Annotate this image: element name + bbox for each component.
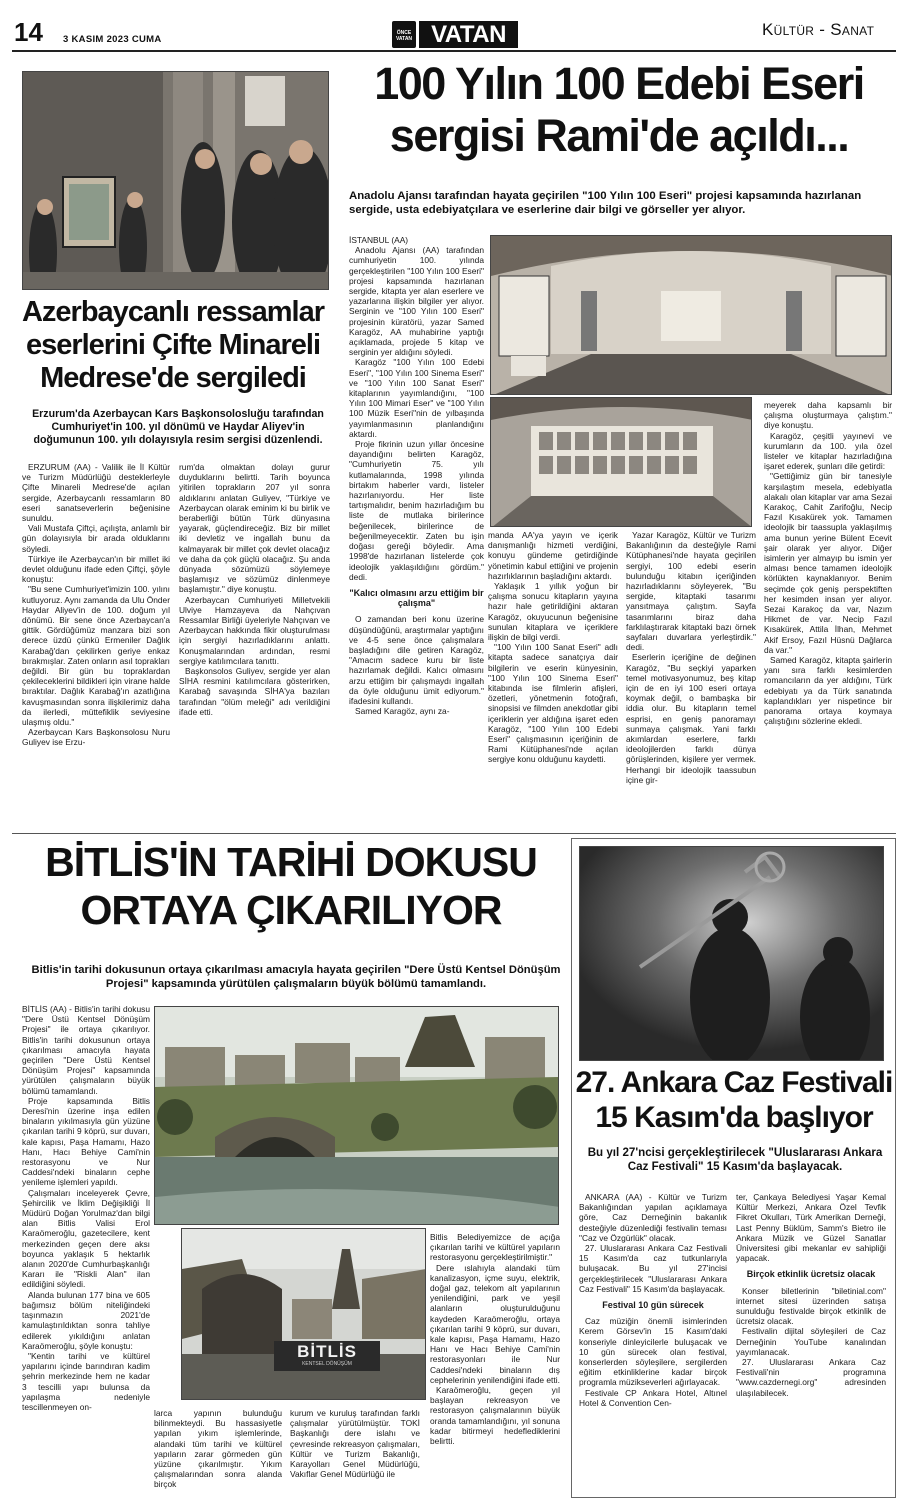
caz-title [575,1065,893,1135]
exhibition-opening-illustration [23,72,329,290]
paragraph: Alanda bulunan 177 bina ve 605 bağımsız bölüm niteliğindeki taşınmazın 2021'de kamulaştırıldıktan sonra tahliye edilerek yıkıldığını anlatan Karaömeroğlu, şöyle konuştu: [22,1289,150,1351]
header-rule [12,50,896,52]
rami-library-hall-photo [490,235,892,395]
paragraph: "Bu sene Cumhuriyet'imizin 100. yılını kutluyoruz. Aynı zamanda da Ulu Önder Haydar Aliyev'in de 100. doğum yıl dönümü. Bir sene önce Azerbaycan'a gittik. Gördüğümüz manzara bizi son derece üzdü çünkü Ermeniler Dağlık Karabağ'dan çekilirken geriye enkaz bırakmışlar. Zaten onların asıl toprakları değildi. Bir gün bu topraklardan çekileceklerini bildikleri için virane halde bıraktılar. Dağlık Karabağ'ın azatlığına kavuşmasından sonra ilişkilerimiz daha da ilerledi, müttefiklik seviyesine ulaşmış oldu." [22,584,170,728]
azerbaycan-title-line2: eserlerini Çifte Minareli [25,329,321,361]
paragraph: Samed Karagöz, kitapta şairlerin yanı sıra farklı kesimlerden romancıların da yer aldığını, Türk edebiyatı ya da Türk sanatında kaplandıkları yer nispetince bir panorama ortaya koymaya çalıştığını sözlerine ekledi. [764,655,892,727]
paragraph: "Gettiğimiz gün bir tanesiyle karşılaştım mesela, edebiyatla alakalı olan kitaplar var ama Sezai Karakoç, Cahit Zarifoğlu, Necip Fazıl Kısakürek yok. Tamamen ideolojik bir taassupla yaklaşılmış ama bunun yerine Bülent Ecevit şair olarak yer alıyor. Diğer isimlerin yer almayıp bu ismin yer alması bence tamamen ideolojik körlükten kaynaklanıyor. Benim seçimde çok geniş perspektiften her kesimden insan yer alıyor. Sezai Karakoç da var, Nazım Hikmet de var. Necip Fazıl Kısakürek, Attila İlhan, Mehmet Akif Ersoy, Fazıl Hüsnü Dağlarca da var." [764,471,892,655]
paragraph: Caz müziğin önemli isimlerinden Kerem Görsev'in 15 Kasım'daki konseriyle dinleyicilerle buluşacak ve 10 gün sürecek olan festival, konserlerden söyleşilere, sergilerden eğitim etkinliklerine kadar birçok programla müzikseverleri ağırlayacak. [579,1316,727,1388]
paragraph: Festivale CP Ankara Hotel, Altınel Hotel & Convention Cen- [579,1387,727,1408]
paragraph: O zamandan beri konu üzerine düşündüğünü, araştırmalar yaptığını ve 4-5 sene önce çalışmalara başladığını dile getiren Karagöz, "Amacım sadece kuru bir liste hazırlamak değildi. Kalıcı olmasını arzu ettiğim bir çalışmaydı ingallah da öyle olduğunu ümit ediyorum." ifadesini kullandı. [349,614,484,706]
exhibition-wall-illustration [491,398,752,527]
paragraph: Anadolu Ajansı (AA) tarafından cumhuriyetin 100. yılında gerçekleştirilen "100 Yılın 100 Eseri" projesi kapsamında hazırlanan sergide, kitapta yer alan eserlere ve yazarlarına ilişkin bilgiler yer alıyor. Serginin ve "100 Yılın 100 Eseri" projesinin küratörü, yazar Samed Karagöz, AA muhabirine yaptığı açıklamada, projede 5 kitap ve serginin yer aldığını söyledi. [349,245,484,358]
paragraph: Karaömeroğlu, geçen yıl başlayan rekreasyon ve restorasyon çalışmalarının büyük oranda tamamlandığını, yıl sonuna kadar bitirmeyi hedeflediklerini belirtti. [430,1385,560,1447]
exhibition-opening-photo [22,71,329,290]
paragraph: BİTLİS (AA) - Bitlis'in tarihi dokusu "Dere Üstü Kentsel Dönüşüm Projesi" ile ortaya çıkarılıyor. Bitlis'in tarihi dokusunun ortaya çıkarılması amacıyla hayata geçirilen "Dere Üstü Kentsel Dönüşüm Projesi" kapsamında yürütülen çalışmaların büyük bölümü tamamlandı. [22,1004,150,1096]
subheading: Birçok etkinlik ücretsiz olacak [746,1269,876,1280]
paragraph: Konser biletlerinin "biletinial.com" internet sitesi üzerinden satışa sunulduğu festivalde birçok etkinlik de ücretsiz olacak. [736,1285,886,1327]
bitlis-column-1 [22,1004,150,1500]
paragraph: "Kentin tarihi ve kültürel yapılarını içinde barındıran kadim şehrin merkezinde hem ne kadar 3 tescilli yapı bulunsa da yapılaşma nedeniyle tescillenmeyen on- [22,1350,150,1412]
paragraph: Çalışmaları inceleyerek Çevre, Şehircilik ve İklim Değişikliği İl Müdürü Doğan Yorulmaz'dan bilgi alan Bitlis Valisi Erol Karaömeroğlu, gazetecilere, kent merkezinden geçen dere aksı boyunca yaklaşık 5 hektarlık alanın 2020'de Cumhurbaşkanlığı Kararı ile "Riskli Alan" ilan edildiğini söyledi. [22,1187,150,1290]
bitlis-column-2 [154,1408,282,1500]
azerbaycan-title [14,296,332,395]
paragraph: Dere ıslahıyla alandaki tüm kanalizasyon, içme suyu, elektrik, doğal gaz, telekom alt yapılarının yenilendiğini, park ve yeşil alanların oluşturulduğunu kaydeden Karaömeroğlu, ortaya çıkarılan tarihi 9 köprü, sur duvarı, kale kapısı, Paşa Hamamı, Hazo Hanı ve Hacı Behiye Cami'nin restorasyonları ile Nur Caddesi'ndeki binaların dış cephelerinin yenilendiğini ifade etti. [430,1262,560,1385]
paragraph: Samed Karagöz, aynı za- [355,706,450,717]
rami-exhibition-wall-photo [490,397,752,527]
azerbaycan-column-2 [179,462,330,842]
bitlis-title-line2: ORTAYA ÇIKARILIYOR [80,887,502,933]
bitlis-river-bridge-photo [154,1006,559,1225]
subheading: "Kalıcı olmasını arzu ettiğim bir çalışma" [349,587,484,609]
paragraph: Azerbaycan Cumhuriyeti Milletvekili Ulviye Hamzayeva da Nahçıvan Ressamlar Birliği üyeleriyle Nahçıvan ve Azerbaycan hakkında fikir oluşturulması için sergiyi hazırladıklarını anlattı. Konuşmalarından ardından, resmi sergiye katılımcılara tanıttı. [179,594,330,666]
bitlis-sign-photo [181,1228,426,1400]
rami-title [342,58,896,162]
azerbaycan-column-1 [22,462,170,842]
paragraph: Eserlerin içeriğine de değinen Karagöz, "Bu seçkiyi yaparken temel motivasyonumuz, beş kitap için de en iyi 100 eseri ortaya koymak değil, o bambaşka bir iddia olur. Bu kitapların temel esprisi, en geniş panoramayı sunmaya çalışmak. Yani farklı akımlardan eserlere, farklı ideolojilerden farklı dünya görüşlerinden, kişilere yer vermek. Herhangi bir ideolojik taassubun içine gir- [626,652,756,785]
bitlis-lead: Bitlis'in tarihi dokusunun ortaya çıkarılması amacıyla hayata geçirilen "Dere Üstü Kentsel Dönüşüm Projesi" kapsamında yürütülen çalışmaların büyük bölümü tamamlandı. [31,964,561,990]
caz-title-line1: 27. Ankara Caz Festivali [575,1066,893,1099]
paragraph: "100 Yılın 100 Sanat Eseri" adlı kitapta sadece sanatçıya dair bilgilerin ve eserin künyesinin, "100 Yılın 100 Sinema Eseri" kitabında ise filmlerin afişleri, özetleri, yönetmenin fotoğrafı, sinopsisi ve filmden anekdotlar gibi içeriklerin yer aldığına işaret eden Karagöz, "100 Yılın 100 Edebi Eseri" çalışmasının içeriğinin de Rami Kütüphanesi'nde açılan sergiye konu olduğunu kaydetti. [488,642,618,765]
caz-title-line2: 15 Kasım'da başlıyor [595,1101,873,1134]
jazz-concert-photo [579,846,884,1061]
rami-lead: Anadolu Ajansı tarafından hayata geçirilen "100 Yılın 100 Eseri" projesi kapsamında hazırlanan sergide, usta edebiyatçılara ve eserlerine dair bilgi ve görseller yer alıyor. [349,190,862,216]
paragraph: Türkiye ile Azerbaycan'ın bir millet iki devlet olduğunu ifade eden Çiftçi, şöyle konuştu: [22,553,170,585]
paragraph: Azerbaycan Kars Başkonsolosu Nuru Guliyev ise Erzu- [22,727,170,748]
paragraph: Proje fikrinin uzun yıllar öncesine dayandığını belirten Karagöz, "Cumhuriyetin 75. yılı kutlamalarında, 1998 yılında birtakım haberler vardı, listeler hazırlanıyordu. Her liste tartışmalıdır, benim hazırladığım bu liste de mutlaka birilerince beğenilecek, birilerince de beğenilmeyecektir. Zaten bu işin doğası gereği böyledir. Ama 1998'de hazırlanan listelerde çok ideolojik yaklaşıldığını gördüm." dedi. [349,439,484,582]
bitlis-sign-subtext: KENTSEL DÖNÜŞÜM [302,1361,352,1367]
paragraph: meyerek daha kapsamlı bir çalışma oluşturmaya çalıştım." diye konuştu. [764,400,892,431]
caz-lead: Bu yıl 27'ncisi gerçekleştirilecek "Uluslararası Ankara Caz Festivali" 15 Kasım'da başlayacak. [587,1146,883,1173]
paragraph: Festivalin dijital söyleşileri de Caz Derneğinin YouTube kanalından yayımlanacak. [736,1326,886,1357]
rami-title-line1: 100 Yılın 100 Edebi Eseri [374,58,864,109]
paragraph: Vali Mustafa Çiftçi, açılışta, anlamlı bir gün dolayısıyla bir arada olduklarını söyledi. [22,523,170,554]
azerbaycan-title-line1: Azerbaycanlı ressamlar [21,296,325,328]
bitlis-column-4 [430,1232,560,1500]
paragraph: Bitlis Belediyemizce de açığa çıkarılan tarihi ve kültürel yapıların restorasyonu gerçekleştirilmiştir." [430,1232,560,1263]
issue-date: 3 KASIM 2023 CUMA [63,34,162,45]
caz-column-1 [579,1192,727,1492]
paragraph: ANKARA (AA) - Kültür ve Turizm Bakanlığından yapılan açıklamaya göre, Caz Derneğinin bakanlık desteğiyle düzenlediği festivalin teması "Caz ve Özgürlük" olacak. [579,1192,727,1243]
rami-title-line2: sergisi Rami'de açıldı... [389,110,849,161]
bitlis-title-line1: BİTLİS'İN TARİHİ DOKUSU [45,839,537,885]
paragraph: Yazar Karagöz, Kültür ve Turizm Bakanlığının da desteğiyle Rami Kütüphanesi'nde hayata geçirilen sergiyi, 100 edebi eserin bulunduğu kitabın içeriğinden hazırladıklarını söyleyerek, "Bu sergide, kitaptaki tasarımı yansıtmaya çalıştım. Sayfa tasarımlarını biraz daha farklılaştırarak kitaptaki bazı örnek sayfaları duvarlara yerleştirdik." dedi. [626,530,756,653]
rami-column-1 [349,235,484,827]
paragraph: 27. Uluslararası Ankara Caz Festivali'nin programına "www.cazdernegi.org" adresinden ulaşılabilecek. [736,1357,886,1398]
paragraph: ERZURUM (AA) - Valilik ile İl Kültür ve Turizm Müdürlüğü desteklerleyle Çifte Minareli Medrese'de açılan sergide, Azerbaycanlı ressamların 80 eseri sanatseverlerin beğenisine sunuldu. [22,462,170,524]
section-name: Kültür - Sanat [762,20,875,39]
rami-column-3 [626,530,756,827]
logo-wordmark [419,21,518,48]
rami-column-2 [488,530,618,827]
caz-column-2 [736,1192,886,1492]
dateline: İSTANBUL (AA) [349,235,409,245]
page-header [0,0,907,52]
library-hall-illustration [491,236,892,395]
paragraph: 27. Uluslararası Ankara Caz Festivali 15 Kasım'da caz tutkunlarıyla buluşacak. Bu yıl 27'incisi gerçekleştirilecek "Uluslararası Ankara Caz Festivali" 15 Kasım'da başlayacak. [579,1243,727,1294]
section-divider [12,833,896,834]
paragraph: Karagöz "100 Yılın 100 Edebi Eseri", "100 Yılın 100 Sinema Eseri" ve "100 Yılın 100 Sanat Eseri" kitaplarının yayımlandığını, "100 Yılın 100 Mimari Eser" ve "100 Yılın 100 Müzik Eseri"nin de yılbaşında yayımlanmasının planlandığını aktardı. [349,357,484,439]
paragraph: Yaklaşık 1 yıllık yoğun bir çalışma sonucu kitapların yayına hazır hale getirildiğini aktaran Karagöz, okuyucunun beğenisine sunulan kitaplara ve içeriklere ilişkin de bilgi verdi. [488,581,618,643]
bitlis-title [14,838,568,934]
logo-badge-text: ÖNCE VATAN [395,30,413,42]
azerbaycan-title-line3: Medrese'de sergiledi [40,362,306,394]
logo-text: VATAN [431,21,506,48]
rami-column-4 [764,400,892,827]
paragraph: larca yapının bulunduğu bilinmekteydi. Bu hassasiyetle yapılan yıkım işlemlerinde, alandaki tüm tarihi ve kültürel yapıların zarar görmeden gün yüzüne çıkarılmıştır. Yıkım çalışmalarından sonra alanda birçok [154,1408,282,1490]
paragraph: rum'da olmaktan dolayı gurur duyduklarını belirtti. Tarih boyunca yitirilen toprakların 207 yıl sonra aldıklarını anlatan Guliyev, "Türkiye ve Azerbaycan olarak eminim ki bu birlik ve beraberliği bütün Türk dünyasına yayarak, güçlendireceğiz. Biz bir millet iki devletiz ve ingallah bunu da kalmayarak bir millet çok devlet olacağız ve daha da çok güçlü olacağız. Şu anda dünyada sözümüzü söylemeye başlamışız ve sözümüz dinlenmeye başlamıştır." diye konuştu. [179,462,330,595]
bitlis-column-3 [290,1408,420,1500]
page-number: 14 [14,17,43,47]
paragraph: manda AA'ya yayın ve içerik danışmanlığı hizmeti verdiğini, konuyu gündeme getirdiğinde yönetimin kabul ettiğini ve projenin hazırlıklarının başladığını aktardı. [488,530,618,581]
logo-badge [392,21,416,48]
paragraph: Karagöz, çeşitli yayınevi ve kurumların da 100. yıla özel listeler ve kitaplar hazırladığına işaret ederek, şunları dile getirdi: [764,430,892,472]
azerbaycan-lead: Erzurum'da Azerbaycan Kars Başkonsolosluğu tarafından Cumhuriyet'in 100. yıl dönümü ve Haydar Aliyev'in doğumunun 100. yılı dolayısıyla resim sergisi düzenlendi. [32,408,324,446]
paragraph: ter, Çankaya Belediyesi Yaşar Kemal Kültür Merkezi, Ankara Özel Tevfik Fikret Okulları, Türk Amerikan Derneği, Last Penny Büklüm, Samm's Bietro ile Ankara Müzik ve Güzel Sanatlar Üniversitesi gibi mekanlar ev sahipliği yapacak. [736,1192,886,1264]
bitlis-sign-text: BİTLİS [297,1342,357,1361]
paragraph: Proje kapsamında Bitlis Deresi'nin üzerine inşa edilen binaların yıkılmasıyla gün yüzüne çıkarılan tarihi 9 köprü, sur duvarı, kale kapısı, Paşa Hamamı, Hazo Hanı, Hacı Behiye Cami'nin restorasyonu ve Nur Caddesi'ndeki binaların cephe yenileme işlemleri yapıldı. [22,1095,150,1188]
vatan-logo [392,20,518,50]
paragraph: Başkonsolos Guliyev, sergide yer alan SİHA resmini katılımcılara gösterirken, Karabağ savaşında SİHA'ya bazıları tarafından "ölüm meleği" adı verildiğini ifade etti. [179,666,330,717]
bitlis-sign-illustration [182,1229,426,1400]
paragraph: kurum ve kuruluş tarafından farklı çalışmalar yürütülmüştür. TOKİ Başkanlığı dere islahı ve çevresinde rekreasyon çalışmaları, Kültür ve Turizm Bakanlığı, Karayolları Genel Müdürlüğü, Vakıflar Genel Müdürlüğü ile [290,1408,420,1480]
subheading: Festival 10 gün sürecek [602,1300,704,1311]
jazz-concert-illustration [580,847,884,1061]
river-bridge-illustration [155,1007,559,1225]
